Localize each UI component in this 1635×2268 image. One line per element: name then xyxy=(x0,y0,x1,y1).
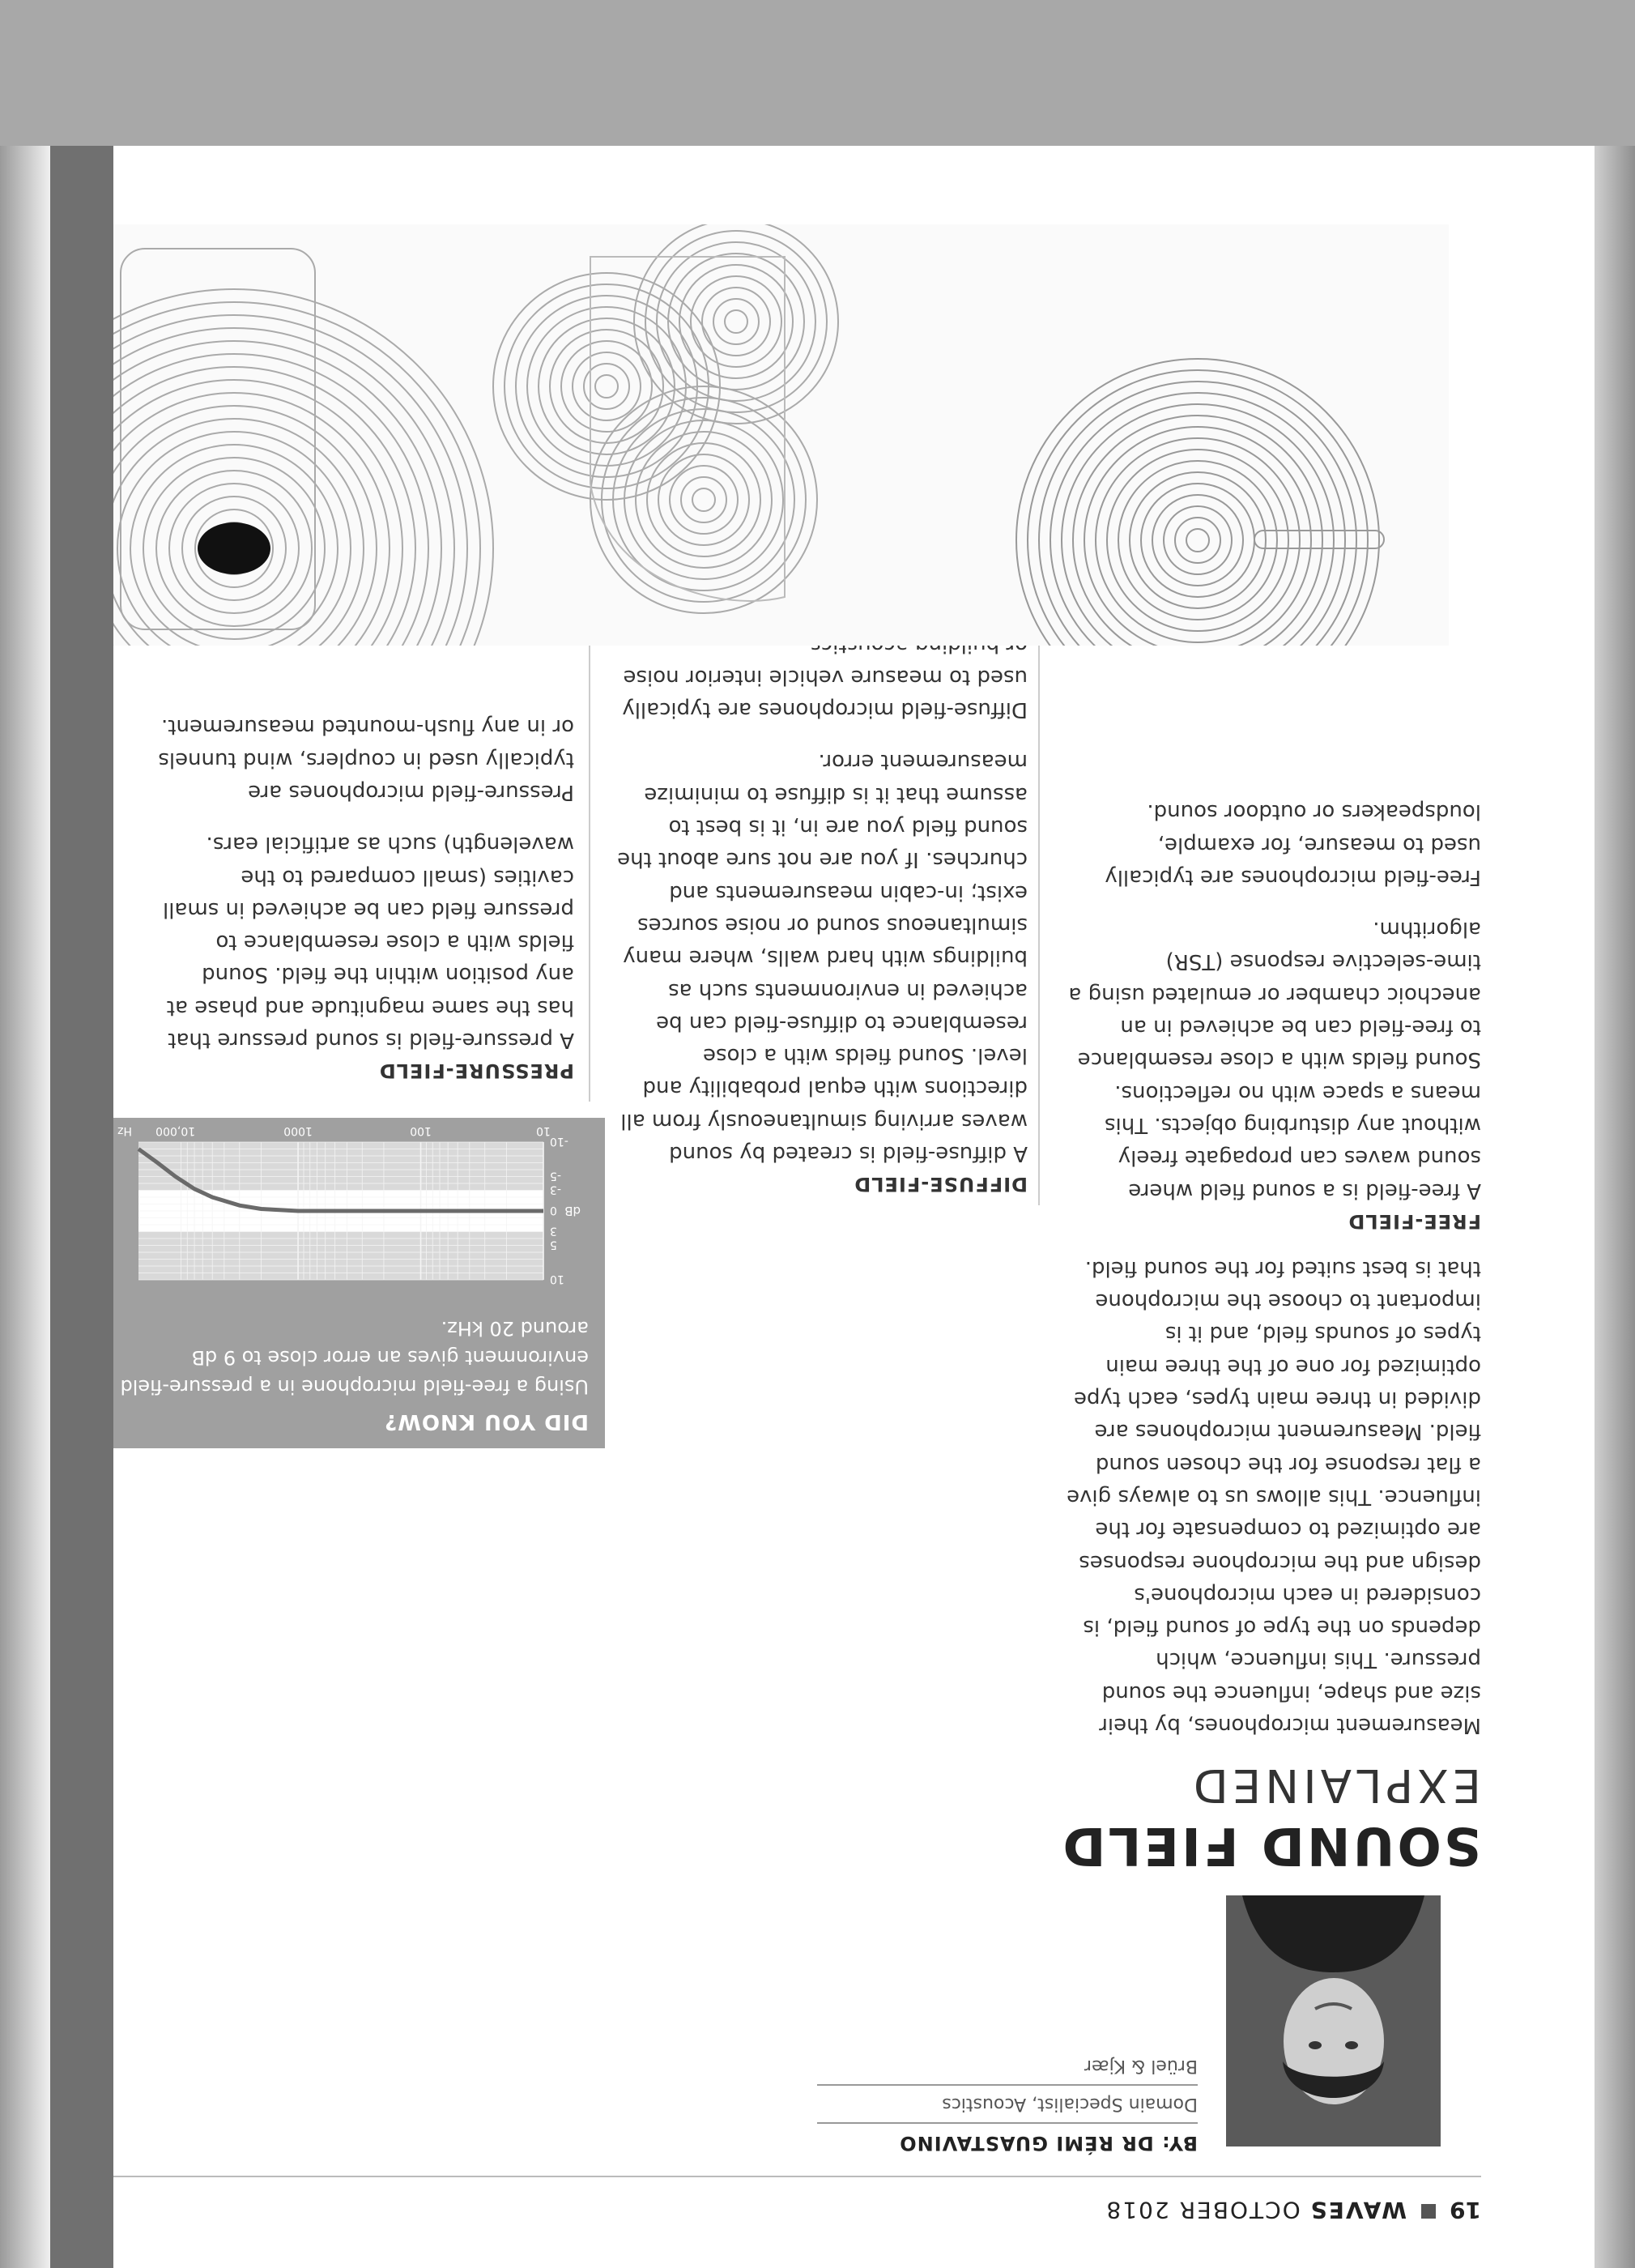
did-you-know-title: DID YOU KNOW? xyxy=(384,1409,589,1434)
sound-wave-ring xyxy=(573,352,641,420)
sound-wave-ring xyxy=(657,242,815,401)
sound-wave-ring xyxy=(1164,506,1232,574)
sound-wave-ring xyxy=(645,231,827,412)
author-byline xyxy=(817,2056,1198,2155)
chart-y-tick-label: -3 xyxy=(550,1183,561,1196)
free-field-illustration-icon xyxy=(1016,359,1384,646)
did-you-know-text: Using a free-field microphone in a pressure-field environment gives an error close to 9 dB around 20 kHz. xyxy=(120,1317,589,1398)
sound-wave-ring xyxy=(1016,359,1379,646)
heading-free-field: FREE-FIELD xyxy=(1348,1209,1481,1233)
sound-field-illustrations xyxy=(56,224,1449,646)
sound-wave-ring xyxy=(79,393,390,646)
chart-y-tick-label: 0 xyxy=(550,1204,557,1217)
sound-wave-ring xyxy=(1028,370,1368,646)
title-line-2: EXPLAINED xyxy=(1189,1759,1481,1811)
free-field-usage: Free-field microphones are typically used to measure, for example, loudspeakers or outdoor sound. xyxy=(1105,799,1481,889)
sound-wave-ring xyxy=(505,284,709,488)
page-shadow-left xyxy=(0,146,50,2268)
author-portrait-icon xyxy=(1226,1895,1441,2146)
sound-wave-ring xyxy=(613,409,794,590)
diffuse-field-illustration-icon xyxy=(493,224,838,613)
chart-x-unit: Hz xyxy=(117,1124,132,1137)
chart-x-tick-label: 10 xyxy=(536,1124,551,1137)
sound-wave-ring xyxy=(1096,438,1300,642)
column-diffuse-field xyxy=(607,628,1028,1215)
free-field-body: A free-field is a sound field where sound waves can propagate freely without any disturbing objects. This means a space with no reflections. Sound fields with a close resemblance to free-field can be achieved in an anechoic chamber or emulated using a time-selective response (TSR) algorithm. xyxy=(1068,917,1481,1203)
frequency-response-chart xyxy=(106,1124,592,1294)
chart-y-tick-label: -10 xyxy=(550,1135,568,1148)
sound-wave-ring xyxy=(56,302,480,646)
sound-wave-ring xyxy=(702,288,770,356)
sound-wave-ring xyxy=(1186,529,1209,552)
heading-diffuse-field: DIFFUSE-FIELD xyxy=(854,1173,1028,1196)
sound-wave-ring xyxy=(679,265,793,378)
chart-x-tick-label: 100 xyxy=(410,1124,432,1137)
sound-wave-ring xyxy=(1118,461,1277,620)
sound-wave-ring xyxy=(602,398,806,602)
magazine-title: WAVES xyxy=(1309,2197,1407,2223)
chart-y-tick-label: 3 xyxy=(550,1224,557,1238)
author-role: Domain Specialist, Acoustics xyxy=(817,2094,1198,2124)
sound-wave-ring xyxy=(56,315,467,646)
sound-field-illustration-icons xyxy=(56,224,1449,646)
footer-divider xyxy=(104,2176,1481,2177)
page-edge-strip xyxy=(50,146,113,2268)
chart-x-ticks xyxy=(155,1124,551,1137)
chart-y-tick-label: 5 xyxy=(550,1238,557,1251)
sound-wave-ring xyxy=(681,477,726,522)
author-name: BY: DR RÉMI GUASTAVINO xyxy=(899,2132,1198,2155)
scanner-bed xyxy=(0,0,1635,146)
sound-wave-ring xyxy=(66,380,402,646)
sound-wave-ring xyxy=(550,330,663,443)
sound-wave-ring xyxy=(539,318,675,454)
diffuse-field-body: A diffuse-field is created by sound waves arriving simultaneously from all directions with equal probability and level. Sound fields with a close resemblance to diffuse-field can be achieved in environments such as buildings with hard walls, where many simultaneous sound or noise sources exist; in-cabin measurements and churches. If you are not sure about the sound field you are in, it is best to assume that it is diffuse to minimize measurement error. xyxy=(617,749,1028,1166)
sound-wave-ring xyxy=(647,443,760,556)
title-line-1: SOUND FIELD xyxy=(1060,1815,1481,1875)
sound-wave-ring xyxy=(1130,472,1266,608)
sound-wave-ring xyxy=(595,375,618,398)
sound-wave-ring xyxy=(725,310,747,333)
page-footer xyxy=(104,2191,1481,2223)
magazine-name xyxy=(1105,2197,1407,2223)
chart-y-label: dB xyxy=(564,1204,581,1218)
magazine-page xyxy=(50,146,1595,2268)
sound-wave-ring xyxy=(1175,518,1220,563)
pressure-field-body: A pressure-field is sound pressure that has the same magnitude and phase at any position within the field. Sound fields with a close resemblance to pressure field can be achieved in small cavities (small compared to the wavelength) such as artificial ears. xyxy=(163,832,574,1052)
chart-x-tick-label: 1000 xyxy=(283,1124,313,1137)
chart-y-tick-label: -5 xyxy=(550,1169,561,1183)
sound-wave-ring xyxy=(670,466,738,534)
sound-wave-ring xyxy=(561,341,652,432)
sound-wave-ring xyxy=(516,296,697,477)
footer-square-icon xyxy=(1421,2204,1436,2219)
article-title xyxy=(1028,1759,1481,1875)
intro-paragraph: Measurement microphones, by their size and shape, influence the sound pressure. This influence, which depends on the type of sound field, is considered in each microphone's design and the microphone responses are optimized to compensate for the influence. This allows us to always give a flat response for the chosen sound field. Measurement microphones are divided in three main types, each type optimized for one of the three main types of sounds field, and it is important to choose the microphone that is best suited for the sound field. xyxy=(1067,1256,1481,1737)
pressure-field-usage: Pressure-field microphones are typically used in couplers, wind tunnels or in any flush-mounted measurement. xyxy=(158,714,574,804)
page-number: 19 xyxy=(1450,2197,1481,2223)
sound-wave-ring xyxy=(1039,382,1356,646)
sound-wave-ring xyxy=(1141,484,1254,597)
author-photo xyxy=(1226,1895,1441,2146)
chart-y-tick-label: 10 xyxy=(550,1273,564,1285)
sound-wave-ring xyxy=(1152,495,1243,586)
chart-x-tick-label: 10,000 xyxy=(155,1124,196,1137)
page-shadow-right xyxy=(1595,0,1635,2268)
column-pressure-field xyxy=(153,710,574,1102)
sound-wave-ring xyxy=(1062,404,1334,646)
diffuse-field-usage: Diffuse-field microphones are typically used to measure vehicle interior noise xyxy=(622,664,1028,723)
author-company: Brüel & Kjær xyxy=(817,2056,1198,2086)
magazine-issue: OCTOBER 2018 xyxy=(1105,2197,1301,2223)
pressure-field-illustration-icon xyxy=(56,249,493,646)
heading-pressure-field: PRESSURE-FIELD xyxy=(378,1059,574,1082)
column-free-field xyxy=(1060,795,1481,1742)
sound-wave-ring xyxy=(658,454,749,545)
sound-wave-ring xyxy=(668,254,804,390)
sound-wave-ring xyxy=(636,432,772,568)
sound-wave-ring xyxy=(1107,450,1288,631)
sound-wave-ring xyxy=(691,276,781,367)
sound-wave-ring xyxy=(713,299,759,344)
sound-wave-ring xyxy=(692,488,715,511)
did-you-know-box xyxy=(93,1118,605,1448)
